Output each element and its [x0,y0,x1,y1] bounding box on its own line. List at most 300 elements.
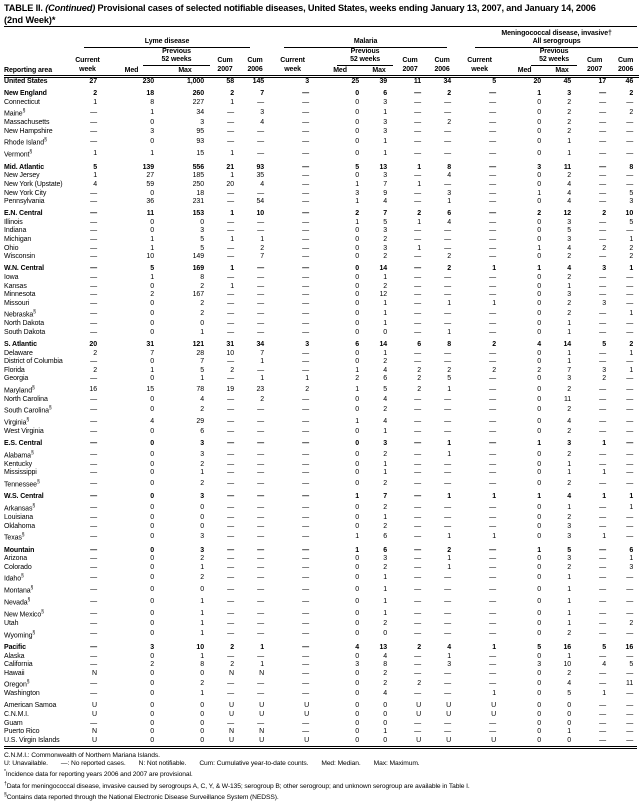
reporting-area-cell: New Hampshire [4,127,53,135]
value-cell: 3 [567,90,572,98]
value-cell: 0 [355,236,360,244]
footnote-marker: § [30,449,34,456]
value-cell: 3 [567,291,572,299]
table-row [4,172,639,181]
reporting-area-cell: North Carolina [4,395,48,403]
value-cell: 0 [150,719,154,727]
table-row [4,584,639,596]
value-cell: — [489,172,497,180]
value-cell: — [90,309,97,317]
value-cell: 1 [260,358,265,366]
value-cell: 1 [383,150,388,158]
value-cell: 0 [537,395,542,403]
value-cell: — [489,127,497,135]
value-cell: 4 [383,690,388,698]
table-row [4,737,639,746]
reporting-area-cell: United States [4,78,48,86]
value-cell: — [90,680,97,688]
value-cell: 3 [150,644,154,652]
value-cell: 1 [355,532,360,540]
reporting-area-cell: Illinois [4,218,23,226]
value-cell: — [599,728,607,736]
value-cell: 4 [200,395,204,403]
value-cell: 1 [447,385,452,393]
value-cell: 0 [355,585,360,593]
value-cell: — [90,690,97,698]
reporting-area-cell: W.S. Central [4,493,44,501]
value-cell: 1 [537,265,542,273]
value-cell: 0 [537,138,542,146]
value-cell: 0 [355,479,360,487]
table-row [4,728,639,737]
col-header-cum-2006: Cum 2006 [617,57,634,73]
value-cell: 0 [355,702,360,710]
value-cell: 1 [602,532,607,540]
value-cell: 1 [230,282,234,290]
value-cell: 2 [629,340,634,348]
value-cell: 1 [230,265,234,273]
value-cell: — [257,597,265,605]
reporting-area-header: Reporting area [4,66,53,74]
value-cell: — [489,460,497,468]
value-cell: 4 [383,198,388,206]
col-header-med: Med [333,66,347,74]
table-row [4,136,639,148]
value-cell: — [599,522,607,530]
value-cell: 8 [447,163,452,171]
value-cell: 0 [537,119,542,127]
value-cell: 0 [150,450,154,458]
value-cell: — [444,320,452,328]
value-cell: — [257,366,265,374]
value-cell: 1 [200,630,204,638]
value-cell: 5 [629,661,634,669]
value-cell: — [444,227,452,235]
group-name-line2: All serogroups [532,37,581,45]
value-cell: 16 [89,385,97,393]
value-cell: — [257,532,265,540]
group-name-line2: Lyme disease [144,37,190,45]
value-cell: 1 [383,349,388,357]
value-cell: 1 [567,503,572,511]
footnote-marker: § [27,597,31,604]
value-cell: 556 [192,163,204,171]
value-cell: 39 [379,78,388,86]
value-cell: — [257,513,265,521]
value-cell: 2 [305,385,310,393]
value-cell: 0 [355,563,360,571]
value-cell: — [302,469,310,477]
value-cell: 3 [567,440,572,448]
value-cell: 0 [383,702,388,710]
reporting-area-cell: West Virginia [4,428,44,436]
value-cell: — [257,273,265,281]
value-cell: 1 [200,375,204,383]
table-title-week: (2nd Week)* [4,14,56,25]
value-cell: 0 [150,119,154,127]
value-cell: — [489,138,497,146]
value-cell: 1 [230,150,234,158]
value-cell: — [90,620,97,628]
value-cell: 1 [200,597,204,605]
value-cell: 2 [417,375,422,383]
value-cell: 20 [226,181,234,188]
reporting-area-cell: Louisiana [4,513,34,521]
value-cell: — [626,585,634,593]
value-cell: 0 [537,172,542,180]
value-cell: — [444,479,452,487]
value-cell: 1 [567,585,572,593]
value-cell: — [414,563,422,571]
value-cell: 1 [383,728,388,736]
table-row [4,678,639,690]
value-cell: — [626,406,634,414]
value-cell: 0 [355,109,360,117]
value-cell: — [414,428,422,436]
value-cell: N [229,728,234,736]
value-cell: — [444,574,452,582]
value-cell: 7 [200,358,204,366]
value-cell: — [489,555,497,563]
col-header-previous-52: Previous 52 weeks [103,48,210,66]
value-cell: — [599,119,607,127]
value-cell: U [304,736,310,744]
value-cell: 1 [537,440,542,448]
value-cell: — [626,690,634,698]
value-cell: — [489,428,497,436]
value-cell: — [227,479,234,487]
value-cell: 4 [447,172,452,180]
reporting-area-cell: Florida [4,366,25,374]
value-cell: 16 [625,644,634,652]
value-cell: 11 [563,163,572,171]
value-cell: 2 [150,291,154,299]
value-cell: 2 [383,669,388,677]
value-cell: 0 [355,555,360,563]
value-cell: — [302,210,310,218]
value-cell: 2 [383,620,388,628]
value-cell: 1 [200,609,204,617]
value-cell: 0 [150,218,154,226]
value-cell: — [444,98,452,106]
value-cell: U [229,736,234,744]
value-cell: — [302,503,310,511]
group-header-malaria [270,30,457,49]
reporting-area-cell: New Jersey [4,172,40,180]
value-cell: 231 [192,198,204,206]
value-cell: 2 [567,109,572,117]
value-cell: 29 [196,417,204,425]
value-cell: — [257,652,265,660]
value-cell: — [626,469,634,477]
dagger-marker: † [4,780,7,787]
col-header-previous-52: Previous 52 weeks [502,48,577,66]
value-cell: 0 [150,532,154,540]
value-cell: 0 [150,680,154,688]
value-cell: — [599,349,607,357]
value-cell: 10 [256,210,265,218]
value-cell: — [227,309,234,317]
value-cell: — [302,127,310,135]
value-cell: 3 [200,227,204,235]
value-cell: 2 [567,309,572,317]
value-cell: 0 [537,299,542,307]
value-cell: — [489,210,497,218]
value-cell: 8 [629,163,634,171]
value-cell: — [414,630,422,638]
value-cell: 1 [447,563,452,571]
value-cell: — [626,127,634,135]
value-cell: 1 [447,198,452,206]
value-cell: — [90,127,97,135]
value-cell: — [599,479,607,487]
value-cell: — [302,299,310,307]
reporting-area-cell: Alabama§ [4,449,34,460]
footnote-abbrev-item: —: No reported cases. [60,760,126,768]
footnote-star: *Incidence data for reporting years 2006 and 2007 are provisional. [4,769,193,779]
value-cell: — [599,513,607,521]
value-cell: 9 [383,189,388,197]
value-cell: 0 [355,652,360,660]
value-cell: — [257,265,265,273]
reporting-area-cell: Oregon§ [4,679,30,689]
value-cell: 0 [355,309,360,317]
value-cell: 27 [89,78,97,86]
value-cell: — [257,620,265,628]
value-cell: U [304,711,310,719]
value-cell: 6 [383,532,388,540]
value-cell: 0 [200,702,204,710]
value-cell: U [416,702,422,710]
value-cell: — [489,282,497,290]
value-cell: 2 [417,210,422,218]
footnote-section: §Contains data reported through the National Electronic Disease Surveillance System (NEDSS). [4,791,279,802]
value-cell: 13 [379,644,388,652]
value-cell: — [444,460,452,468]
value-cell: 2 [200,555,204,563]
table-row [4,469,639,478]
table-row [4,404,639,416]
value-cell: 1 [537,189,542,197]
value-cell: — [626,358,634,366]
value-cell: 2 [383,503,388,511]
value-cell: 1 [492,644,497,652]
value-cell: 10 [196,644,204,652]
value-cell: 0 [355,282,360,290]
value-cell: 1 [260,236,265,244]
value-cell: 0 [355,273,360,281]
value-cell: 2 [260,244,265,252]
group-header-lyme [72,30,270,49]
reporting-area-cell: Kentucky [4,460,32,468]
value-cell: — [414,597,422,605]
value-cell: — [227,532,234,540]
value-cell: 0 [150,460,154,468]
value-cell: 0 [355,630,360,638]
value-cell: — [90,609,97,617]
value-cell: — [444,620,452,628]
reporting-area-cell: California [4,661,33,669]
value-cell: — [302,669,310,677]
value-cell: — [257,503,265,511]
value-cell: 0 [355,90,360,98]
value-cell: U [259,702,265,710]
col-header-cum-2006: Cum 2006 [247,57,263,73]
value-cell: 0 [567,711,572,719]
value-cell: 12 [379,291,388,299]
table-row [4,367,639,376]
value-cell: 2 [537,210,542,218]
value-cell: — [599,460,607,468]
value-cell: 2 [567,669,572,677]
table-row [4,555,639,564]
footnote-dagger: †Data for meningococcal disease, invasive caused by serogroups A, C, Y, & W-135; serogroup B; other serogroup; and unknown serogroup are available in Table I. [4,780,470,790]
reporting-area-cell: Michigan [4,236,32,244]
reporting-area-cell: Idaho§ [4,573,24,583]
value-cell: — [414,661,422,669]
value-cell: — [626,669,634,677]
value-cell: 0 [567,702,572,710]
value-cell: — [257,328,265,336]
col-header-max: Max [372,66,386,74]
value-cell: — [302,172,310,180]
title-label: TABLE II. [4,3,43,13]
value-cell: 1 [602,469,607,477]
value-cell: 1 [567,597,572,605]
value-cell: — [489,375,497,383]
value-cell: — [302,273,310,281]
value-cell: 1 [383,597,388,605]
value-cell: 0 [355,450,360,458]
value-cell: 1 [150,244,154,252]
table-row [4,107,639,119]
table-body [4,76,639,746]
value-cell: 11 [564,395,572,403]
value-cell: 0 [355,227,360,235]
value-cell: 0 [355,711,360,719]
value-cell: — [257,406,265,414]
value-cell: 1 [567,320,572,328]
value-cell: 0 [355,680,360,688]
table-row [4,148,639,160]
table-row [4,300,639,309]
table-row [4,661,639,670]
value-cell: 3 [383,227,388,235]
value-cell: — [489,328,497,336]
table-row [4,283,639,292]
value-cell: — [626,428,634,436]
value-cell: 0 [355,119,360,127]
value-cell: — [599,291,607,299]
value-cell: — [599,597,607,605]
value-cell: 0 [537,227,542,235]
value-cell: 2 [230,90,234,98]
value-cell: 0 [150,620,154,628]
value-cell: — [227,253,234,261]
value-cell: — [489,320,497,328]
value-cell: 3 [567,375,572,383]
reporting-area-cell: Kansas [4,282,27,290]
value-cell: 0 [355,328,360,336]
value-cell: — [489,406,497,414]
table-row [4,245,639,254]
value-cell: 12 [563,210,572,218]
value-cell: 10 [563,661,572,669]
value-cell: — [489,90,497,98]
value-cell: — [302,90,310,98]
value-cell: 1 [567,469,572,477]
value-cell: 1 [150,150,154,158]
value-cell: — [227,620,234,628]
value-cell: — [489,163,497,171]
value-cell: 2 [93,349,97,357]
value-cell: 0 [355,609,360,617]
value-cell: — [302,493,310,501]
value-cell: — [257,585,265,593]
value-cell: 2 [537,366,542,374]
value-cell: 1 [567,652,572,660]
reporting-area-cell: Puerto Rico [4,728,40,736]
value-cell: — [227,299,234,307]
value-cell: 35 [256,172,265,180]
value-cell: 34 [443,78,452,86]
footnote-marker: § [48,405,52,412]
value-cell: — [444,417,452,425]
value-cell: — [626,711,634,719]
value-cell: 13 [379,163,388,171]
value-cell: 6 [355,340,360,348]
value-cell: 3 [567,532,572,540]
value-cell: 5 [383,218,388,226]
value-cell: 0 [150,375,154,383]
reporting-area-cell: U.S. Virgin Islands [4,736,60,744]
value-cell: — [599,450,607,458]
value-cell: 5 [567,690,572,698]
value-cell: 3 [200,546,204,554]
value-cell: 6 [383,375,388,383]
value-cell: — [444,669,452,677]
table-row [4,308,639,320]
value-cell: — [489,291,497,299]
value-cell: 3 [602,265,607,273]
value-cell: 2 [355,375,360,383]
value-cell: — [227,597,234,605]
table-row [4,207,639,219]
value-cell: 1 [355,493,360,501]
value-cell: — [489,680,497,688]
value-cell: U [491,736,497,744]
value-cell: — [599,320,607,328]
value-cell: 0 [355,620,360,628]
value-cell: 0 [537,428,542,436]
value-cell: — [489,652,497,660]
table-row [4,572,639,584]
value-cell: — [489,503,497,511]
value-cell: — [227,189,234,197]
value-cell: 0 [537,273,542,281]
value-cell: 0 [537,690,542,698]
col-header-cum-2007: Cum 2007 [217,57,233,73]
value-cell: — [90,406,97,414]
value-cell: 3 [260,109,265,117]
value-cell: 1 [383,469,388,477]
value-cell: 2 [567,479,572,487]
value-cell: — [90,503,97,511]
value-cell: 0 [355,460,360,468]
value-cell: 0 [355,513,360,521]
value-cell: — [302,728,310,736]
value-cell: 0 [537,574,542,582]
